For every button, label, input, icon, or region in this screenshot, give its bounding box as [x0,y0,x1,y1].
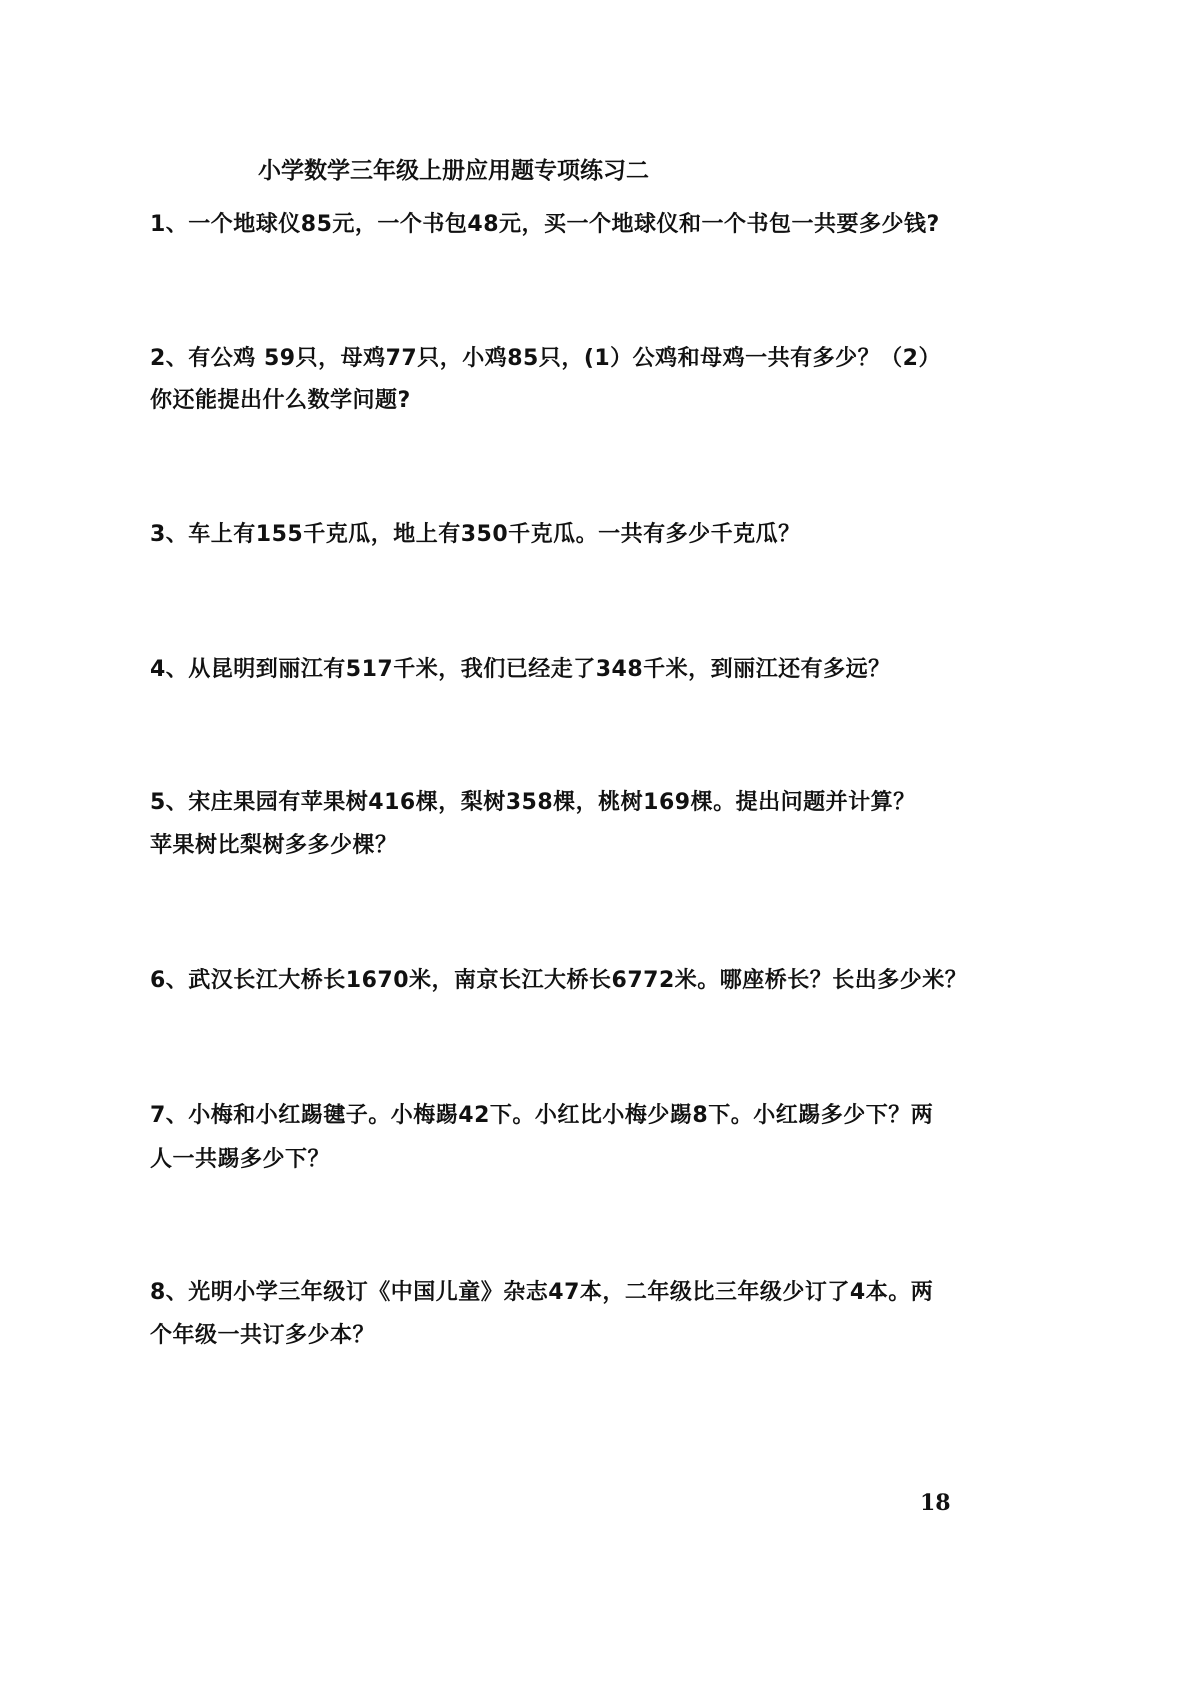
page-number: 18 [920,1490,951,1516]
question-text: 6、武汉长江大桥长1670米，南京长江大桥长6772米。哪座桥长？长出多少米？ [150,968,968,993]
question-text: 8、光明小学三年级订《中国儿童》杂志47本，二年级比三年级少订了4本。两 [150,1280,934,1305]
question-text: 人一共踢多少下？ [150,1147,331,1172]
question-text: 2、有公鸡 59只，母鸡77只，小鸡85只，(1）公鸡和母鸡一共有多少？（2） [150,346,941,371]
worksheet-title: 小学数学三年级上册应用题专项练习二 [258,158,649,184]
question-text: 3、车上有155千克瓜，地上有350千克瓜。一共有多少千克瓜？ [150,522,801,547]
question-text: 苹果树比梨树多多少棵？ [150,833,398,858]
question-text: 5、宋庄果园有苹果树416棵，梨树358棵，桃树169棵。提出问题并计算？ [150,790,916,815]
question-text: 4、从昆明到丽江有517千米，我们已经走了348千米，到丽江还有多远？ [150,657,891,682]
question-text: 7、小梅和小红踢毽子。小梅踢42下。小红比小梅少踢8下。小红踢多少下？两 [150,1103,934,1128]
question-text: 1、一个地球仪85元，一个书包48元，买一个地球仪和一个书包一共要多少钱? [150,212,940,237]
question-text: 你还能提出什么数学问题? [150,388,411,413]
question-text: 个年级一共订多少本？ [150,1323,376,1348]
